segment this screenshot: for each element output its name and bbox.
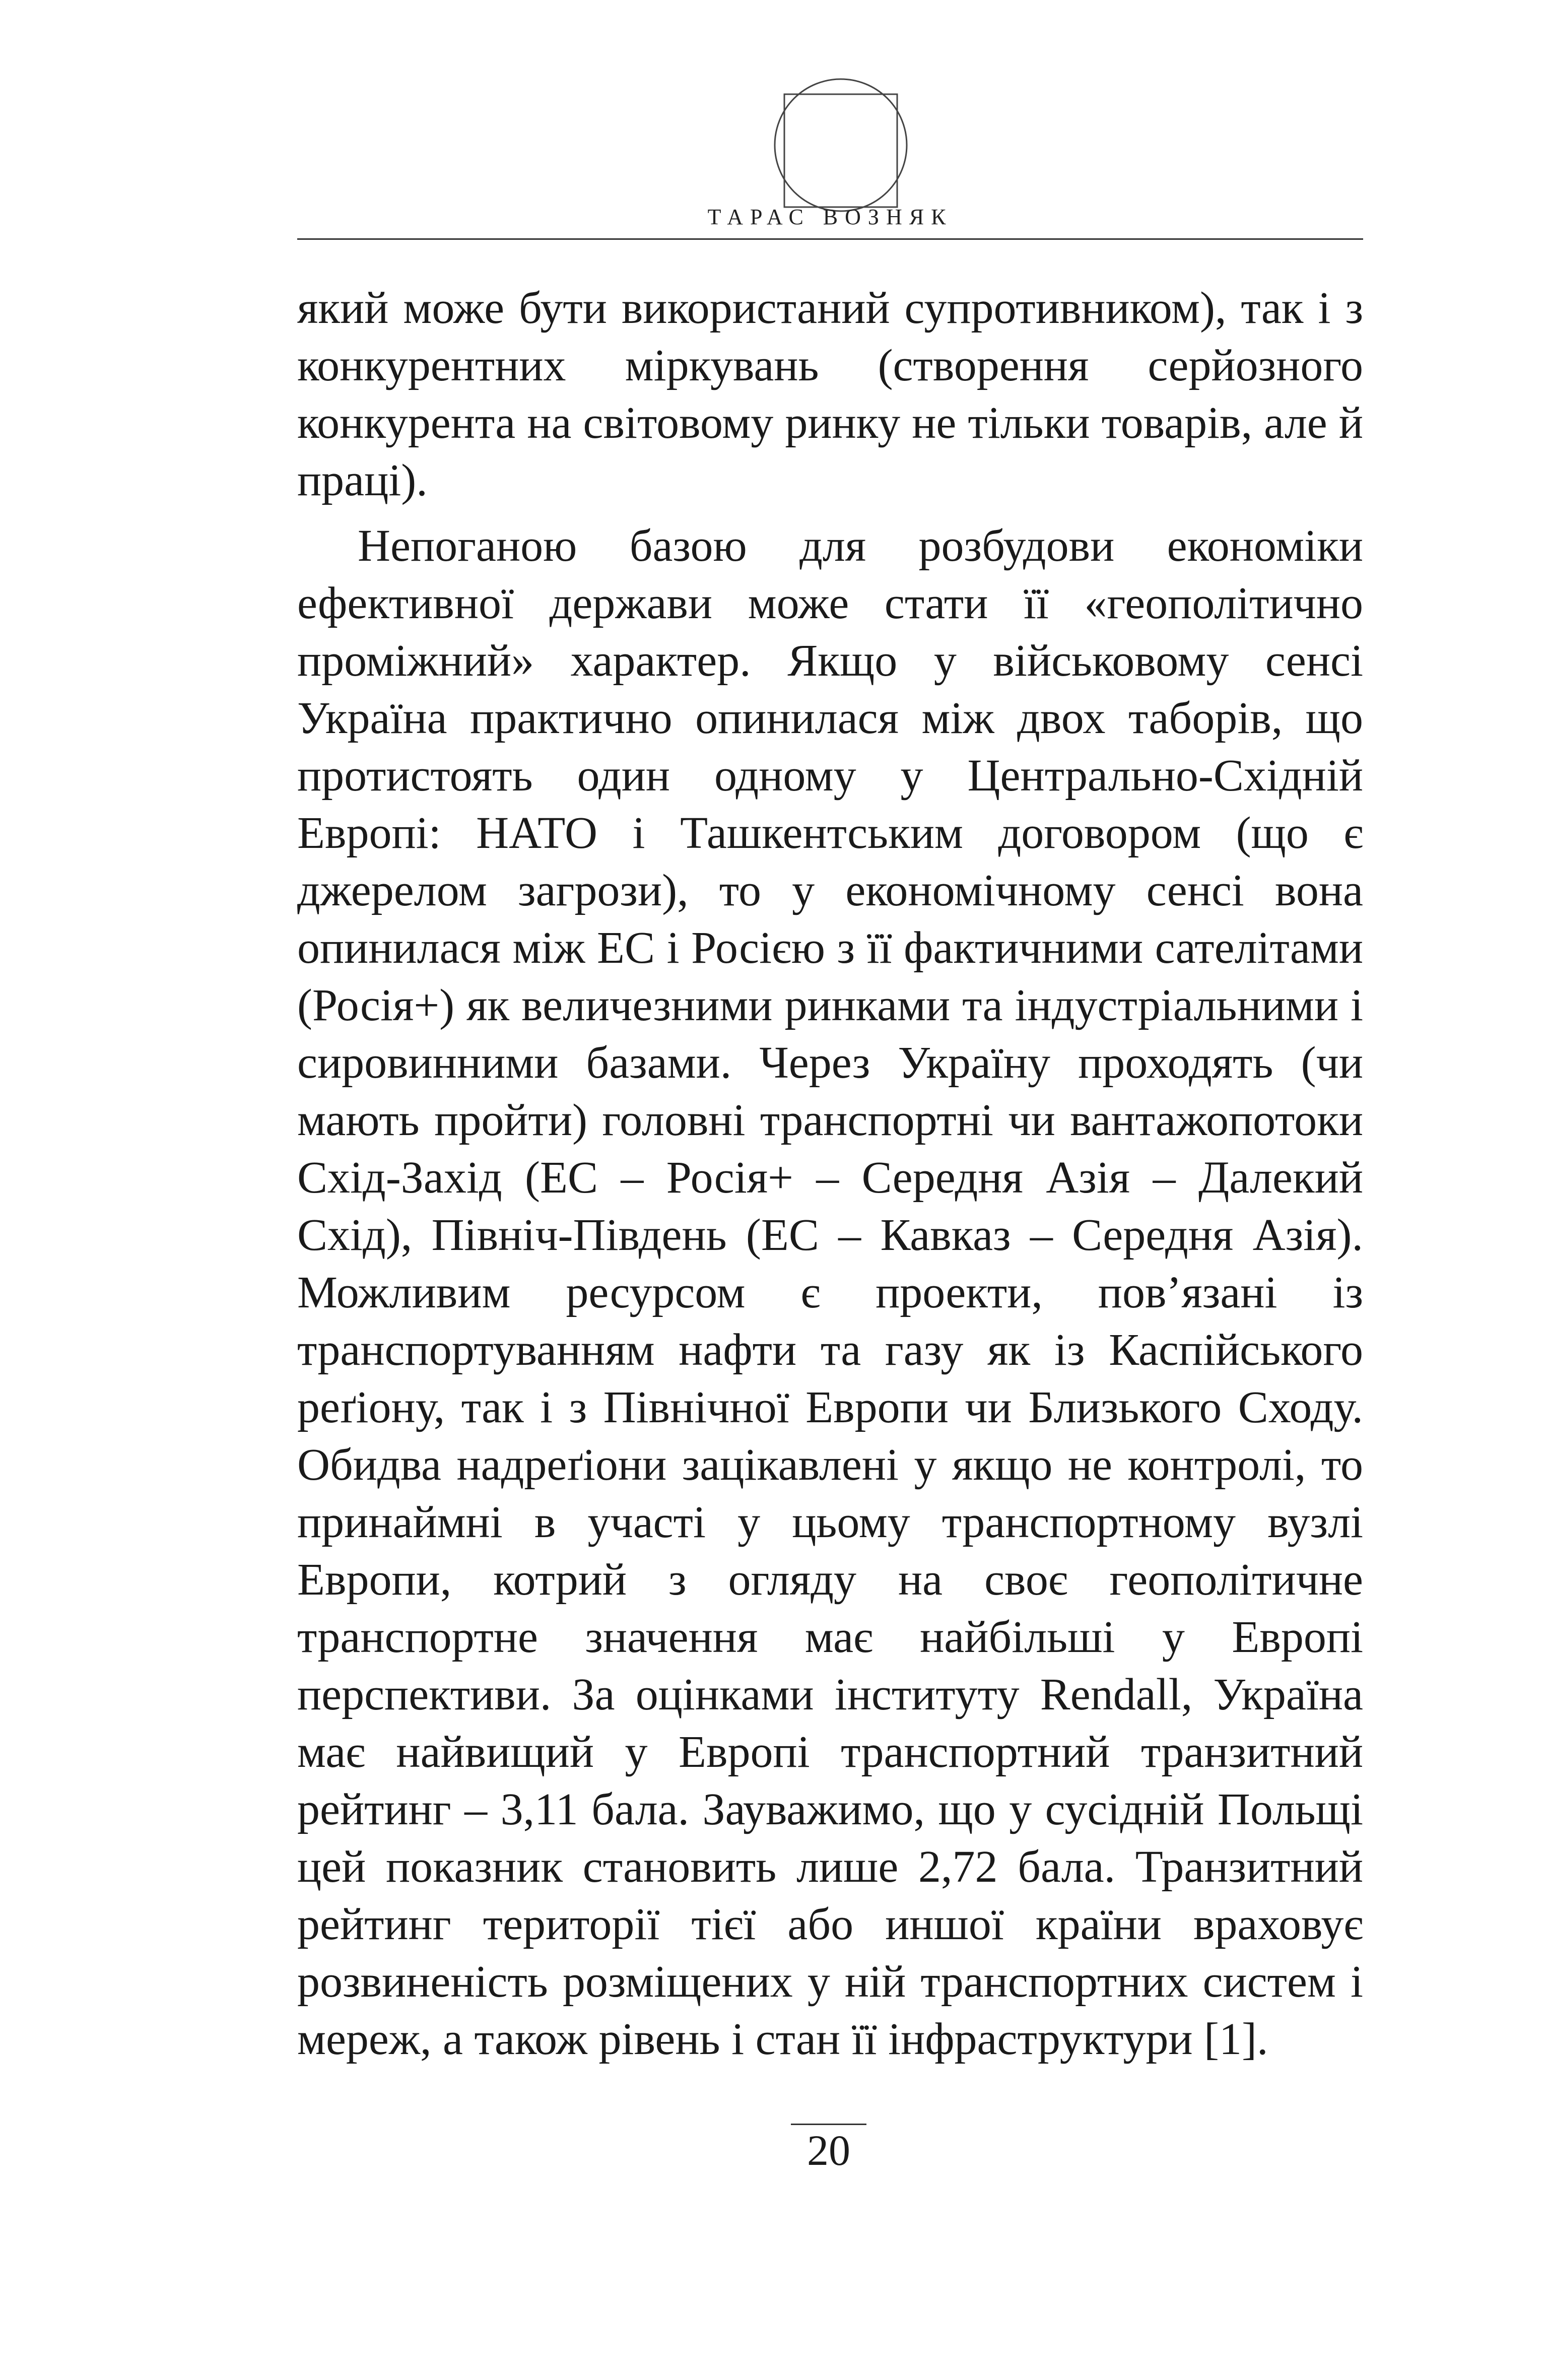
header-divider (297, 238, 1363, 240)
page-header (297, 76, 1363, 242)
running-header-author: ТАРАС ВОЗНЯК (707, 205, 953, 229)
page-footer (791, 2124, 866, 2174)
page-number: 20 (807, 2126, 850, 2174)
main-text (297, 280, 1363, 2068)
footer-divider (791, 2124, 866, 2125)
paragraph: Непоганою базою для розбудови економіки ефективної держави може стати її «геополітично проміжний» характер. Якщо у військовому сенсі Україна практично опинилася між двох таборів, що протистоять один одному у Центрально-Східній Европі: НАТО і Ташкентським договором (що є джерелом загрози), то у економічному сенсі вона опинилася між ЕС і Росією з її фактичними сателітами (Росія+) як величезними ринками та індустріальними і сировинними базами. Через Україну проходять (чи мають пройти) головні транспортні чи вантажопотоки Схід-Захід (ЕС – Росія+ – Середня Азія – Далекий Схід), Північ-Південь (ЕС – Кавказ – Середня Азія). Можливим ресурсом є проекти, пов’язані із транспортуванням нафти та газу як із Каспійського реґіону, так і з Північної Европи чи Близького Сходу. Обидва надреґіони зацікавлені у якщо не контролі, то принаймні в участі у цьому транспортному вузлі Европи, котрий з огляду на своє геополітичне транспортне значення має найбільші у Европі перспективи. За оцінками інституту Rendall, Україна має найвищий у Европі транспортний транзитний рейтинг – 3,11 бала. Зауважимо, що у сусідній Польщі цей показник становить лише 2,72 бала. Транзитний рейтинг території тієї або иншої країни враховує розвиненість розміщених у ній транспортних систем і мереж, а також рівень і стан її інфраструктури [1]. (297, 521, 1363, 2064)
paragraph-continued: який може бути використаний супротивником), так і з конкурентних міркувань (створення серйозного конкурента на світовому ринку не тільки товарів, але й праці). (297, 283, 1363, 505)
square-circle-emblem-icon (771, 76, 910, 215)
